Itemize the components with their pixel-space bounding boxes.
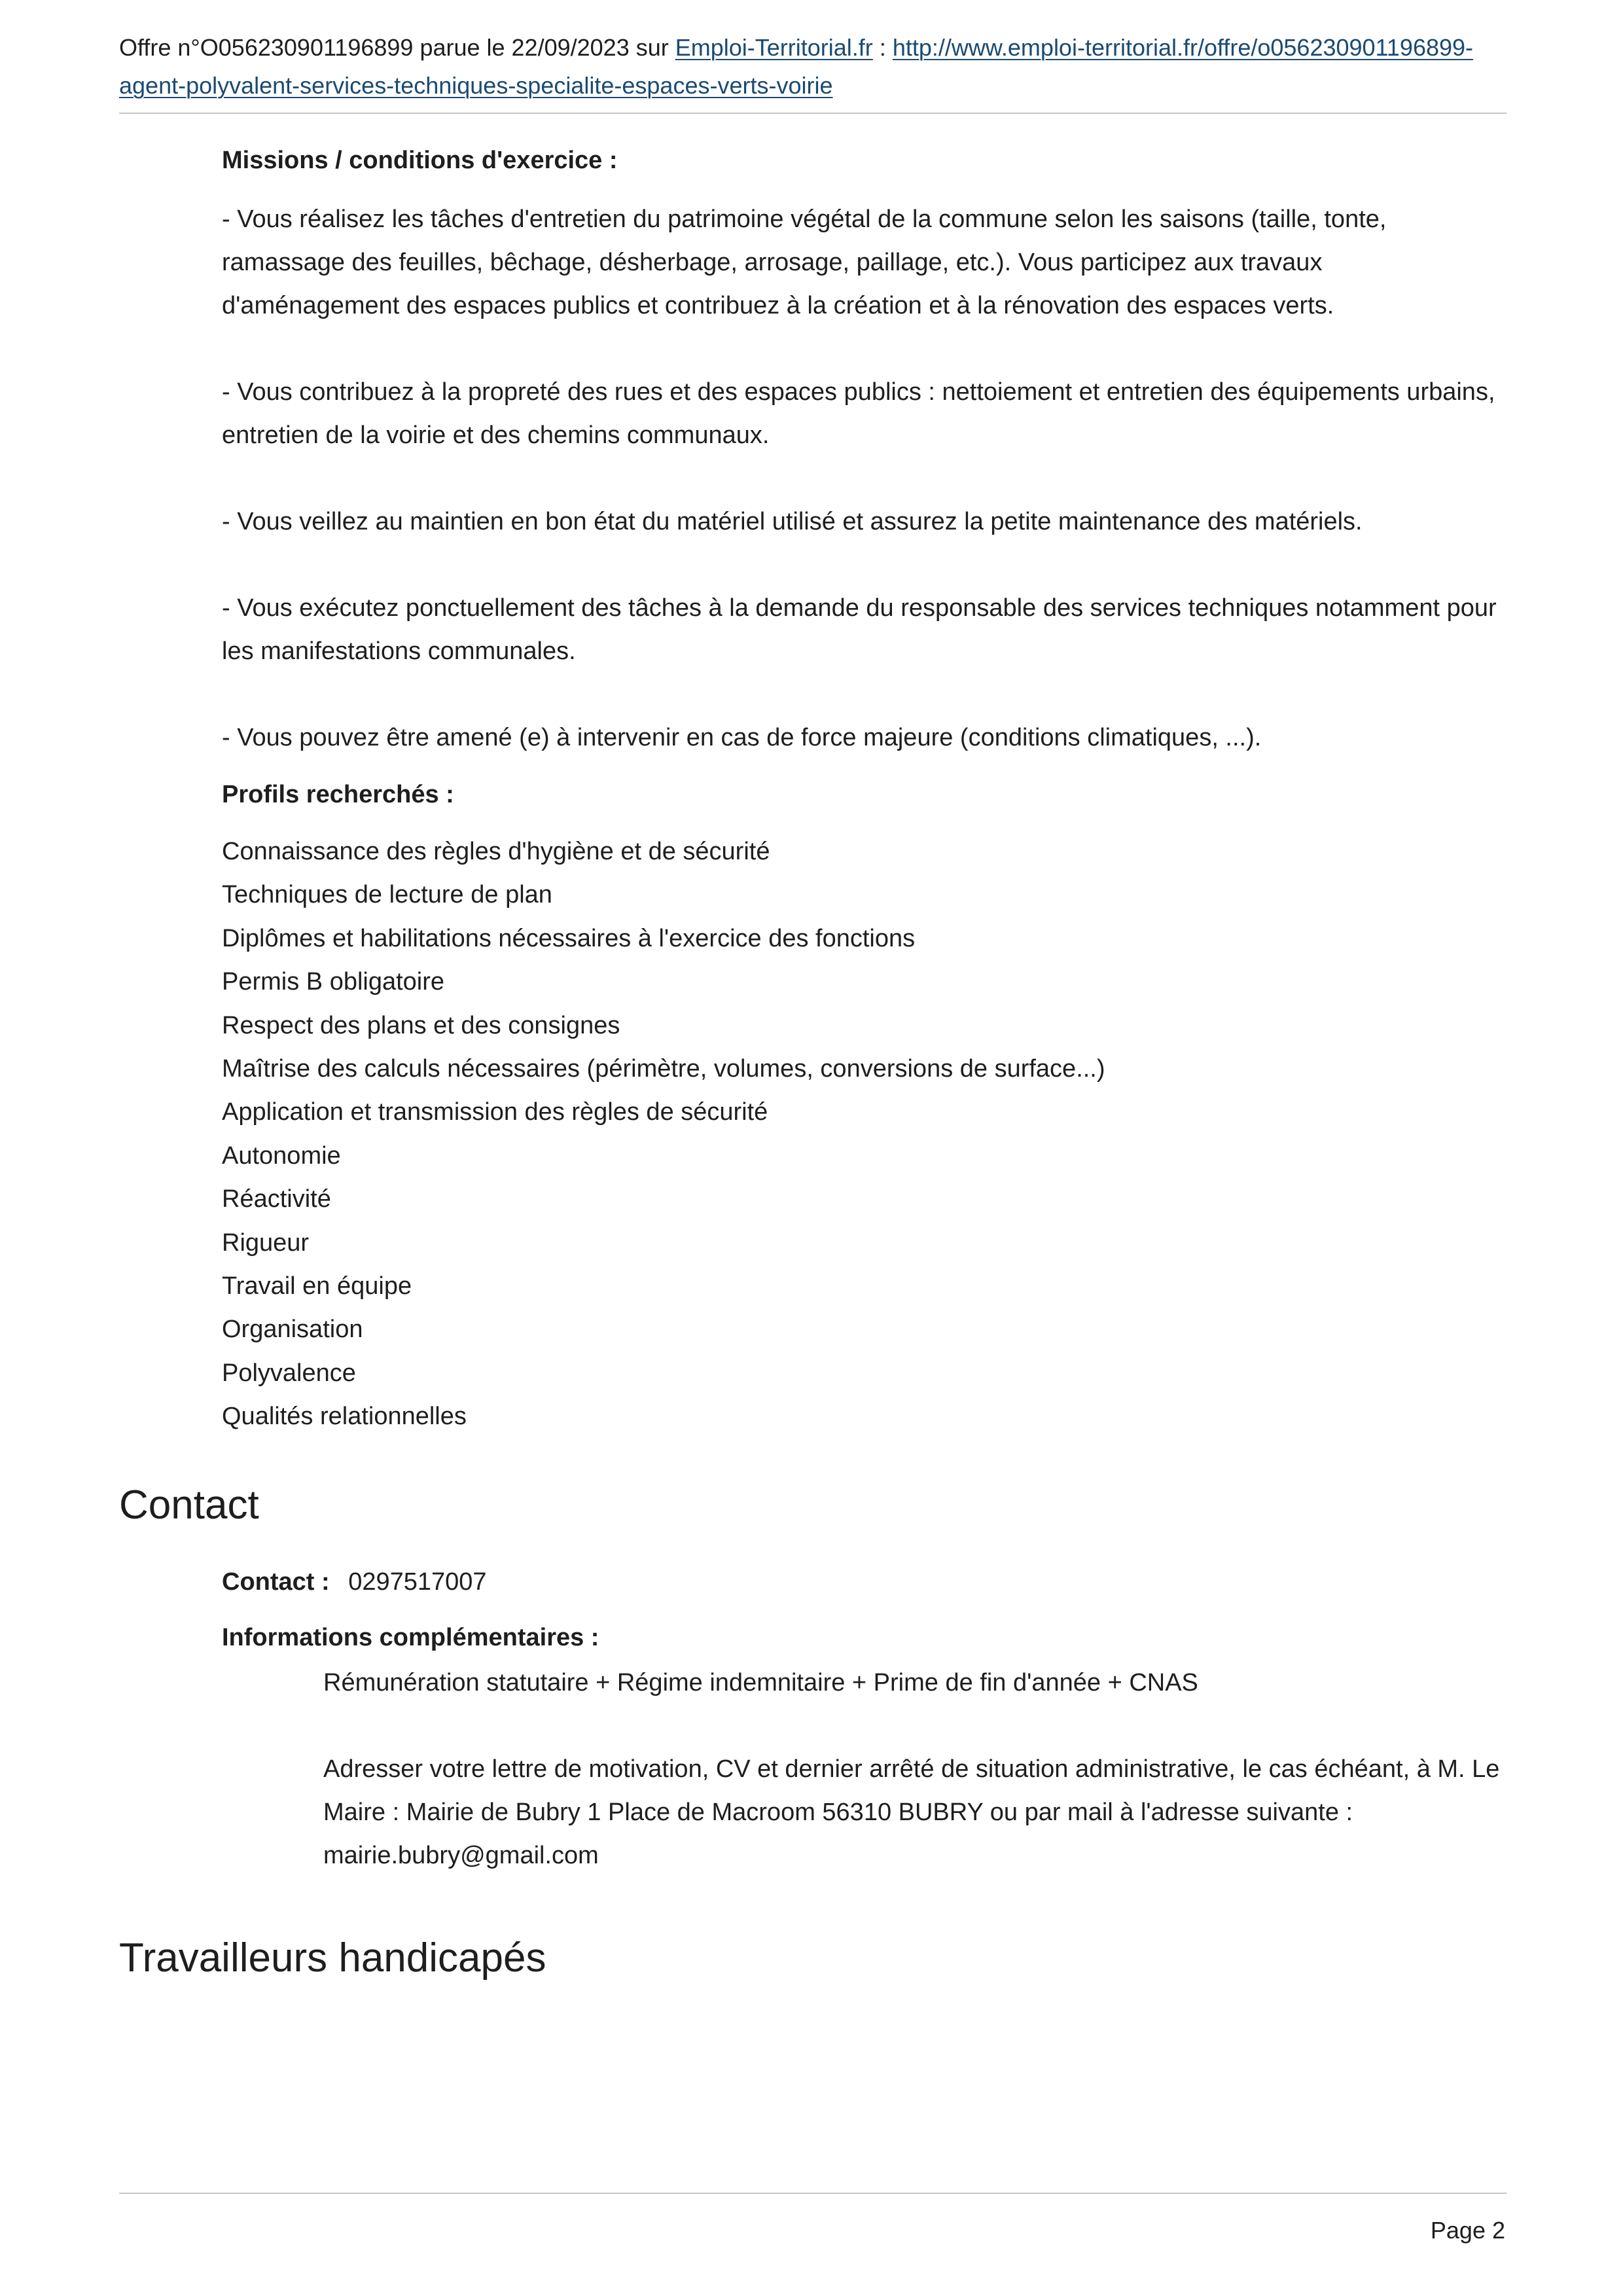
offer-reference: Offre n°O056230901196899 parue le 22/09/2023 sur <box>119 34 669 61</box>
contact-line <box>222 1568 487 1596</box>
offer-url-link[interactable]: http://www.emploi-territorial.fr/offre/o056230901196899-agent-polyvalent-services-techniques-specialite-espaces-verts-voirie <box>119 34 1474 99</box>
profil-item: Connaissance des règles d'hygiène et de sécurité <box>222 838 770 865</box>
header-separator: : <box>879 34 886 61</box>
profil-item: Qualités relationnelles <box>222 1403 467 1431</box>
profil-item: Permis B obligatoire <box>222 968 445 996</box>
contact-label: Contact : <box>222 1568 330 1596</box>
profil-item: Techniques de lecture de plan <box>222 881 552 909</box>
info-paragraph: Adresser votre lettre de motivation, CV et dernier arrêté de situation administrative, le cas échéant, à M. Le Maire : Mairie de Bubry 1 Place de Macroom 56310 BUBRY ou par mail à l'adresse suivante : mairie.bubry@gmail.com <box>323 1755 1500 1869</box>
missions-label: Missions / conditions d'exercice : <box>222 147 618 174</box>
mission-paragraph: - Vous contribuez à la propreté des rues et des espaces publics : nettoiement et entretien des équipements urbains, entretien de la voirie et des chemins communaux. <box>222 378 1495 449</box>
missions-section <box>222 198 1505 759</box>
page-number: Page 2 <box>1430 2217 1505 2244</box>
contact-phone: 0297517007 <box>348 1568 487 1596</box>
info-section <box>323 1661 1511 1877</box>
profil-item: Rigueur <box>222 1229 310 1257</box>
header-divider <box>119 113 1507 114</box>
mission-paragraph: - Vous réalisez les tâches d'entretien du patrimoine végétal de la commune selon les saisons (taille, tonte, ramassage des feuilles, bêchage, désherbage, arrosage, paillage, etc.). Vous participez aux travaux d'aménagement des espaces publics et contribuez à la création et à la rénovation des espaces verts. <box>222 206 1387 319</box>
mission-paragraph: - Vous pouvez être amené (e) à intervenir en cas de force majeure (conditions climatiques, ...). <box>222 724 1262 751</box>
mission-paragraph: - Vous exécutez ponctuellement des tâches à la demande du responsable des services techniques notamment pour les manifestations communales. <box>222 594 1497 665</box>
profil-item: Application et transmission des règles de sécurité <box>222 1098 768 1126</box>
profil-item: Travail en équipe <box>222 1272 412 1300</box>
profil-item: Diplômes et habilitations nécessaires à l'exercice des fonctions <box>222 924 916 952</box>
handicap-heading: Travailleurs handicapés <box>119 1935 546 1981</box>
contact-heading: Contact <box>119 1482 259 1528</box>
profil-item: Respect des plans et des consignes <box>222 1011 620 1039</box>
info-paragraph: Rémunération statutaire + Régime indemnitaire + Prime de fin d'année + CNAS <box>323 1669 1198 1696</box>
profils-label: Profils recherchés : <box>222 781 454 808</box>
mission-paragraph: - Vous veillez au maintien en bon état du matériel utilisé et assurez la petite maintenance des matériels. <box>222 508 1363 535</box>
footer-divider <box>119 2193 1507 2194</box>
info-label: Informations complémentaires : <box>222 1624 599 1651</box>
profils-list <box>222 830 1505 1439</box>
profil-item: Autonomie <box>222 1141 341 1170</box>
site-link[interactable]: Emploi-Territorial.fr <box>675 34 873 61</box>
profil-item: Organisation <box>222 1316 363 1344</box>
offer-header <box>119 29 1507 105</box>
profil-item: Polyvalence <box>222 1359 356 1387</box>
profil-item: Réactivité <box>222 1185 331 1213</box>
profil-item: Maîtrise des calculs nécessaires (périmètre, volumes, conversions de surface...) <box>222 1055 1105 1083</box>
